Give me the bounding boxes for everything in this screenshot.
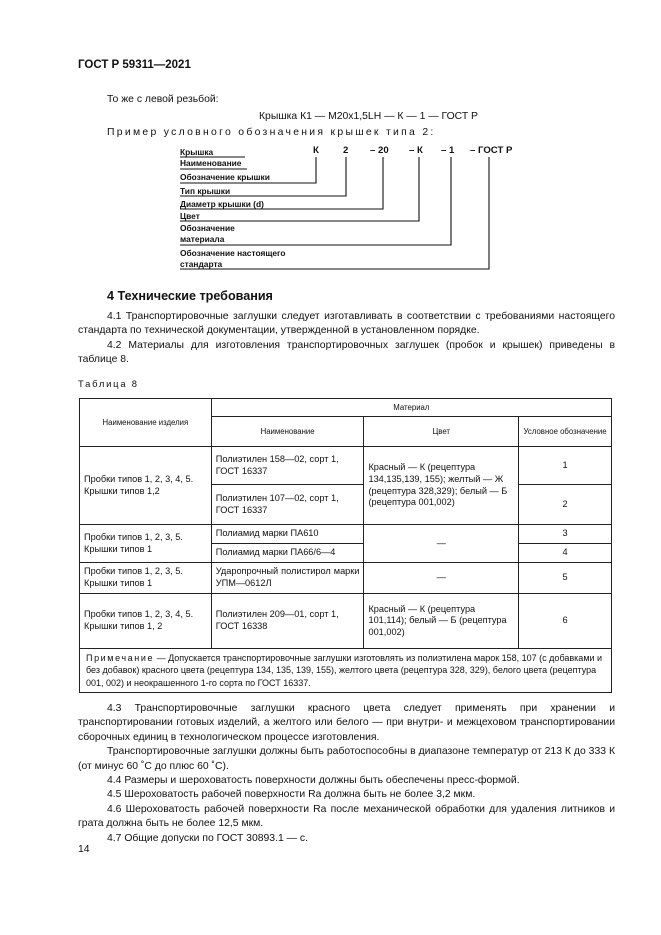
note-label: Примечание [86,653,155,663]
label-cap-type: Тип крышки [180,186,231,196]
row4-color: Красный — К (рецептура 101,114); белый — Б (рецептура 001,002) [364,594,519,649]
paragraph-4-7: 4.7 Общие допуски по ГОСТ 30893.1 — с. [107,832,308,844]
table-row [80,594,612,649]
row2-color: — [364,525,519,563]
example-caption: Пример условного обозначения крышек типа 2: [107,127,436,138]
row2b-symbol: 4 [519,544,612,563]
row3-color: — [364,563,519,594]
row4-name: Полиэтилен 209—01, сорт 1, ГОСТ 16338 [211,594,364,649]
paragraph-4-5: 4.5 Шероховатость рабочей поверхности Ra должна быть не более 3,2 мкм. [107,789,476,801]
row3-name: Ударопрочный полистирол марки УПМ—0612Л [211,563,364,594]
paragraph-4-3: 4.3 Транспортировочные заглушки красного цвета следует применять при хранении и транспортировании готовых изделий, а желтого или белого — при внутри- и межцеховом транспортировании сборочных единиц в технологическом процессе изготовления. [78,703,615,743]
row1-item: Пробки типов 1, 2, 3, 4, 5. Крышки типов 1,2 [80,447,212,525]
note-text: — Допускается транспортировочные заглушки изготовлять из полиэтилена марок 158, 107 (с добавками и без добавок) красного цвета (рецептура 134, 135, 139, 155), желтого цвета (рецептура 328, 329), белого цвета (рецептура 001, 002) и неокрашенного 1-го сорта по ГОСТ 16337. [86,653,603,688]
table-note [80,649,612,693]
code-color: – К [409,145,423,156]
label-standard-2: стандарта [180,259,223,269]
table-row [80,447,612,485]
row2a-symbol: 3 [519,525,612,544]
label-material-1: Обозначение [180,223,235,233]
table-row [80,563,612,594]
row2a-name: Полиамид марки ПА610 [211,525,364,544]
header-name: Наименование [211,417,364,447]
row1-color: Красный — К (рецептура 134,135,139, 155); желтый — Ж (рецептура 328,329); белый — Б (рецептура 001,002) [364,447,519,525]
label-material-2: материала [180,234,225,244]
code-type: 2 [343,145,349,156]
row1b-name: Полиэтилен 107—02, сорт 1, ГОСТ 16337 [211,485,364,525]
code-k: К [313,145,319,156]
row2-item: Пробки типов 1, 2, 3, 5. Крышки типов 1 [80,525,212,563]
header-material: Материал [211,399,611,417]
label-cap-designation: Обозначение крышки [180,172,270,182]
section-heading: 4 Технические требования [107,289,273,303]
paragraph-4-2: 4.2 Материалы для изготовления транспортировочных заглушек (пробок и крышек) приведены в таблице 8. [78,340,615,366]
label-color: Цвет [180,211,200,221]
label-standard-1: Обозначение настоящего [180,248,286,258]
materials-table [79,398,612,693]
paragraph-temperature: Транспортировочные заглушки должны быть работоспособны в диапазоне температур от 213 К до 333 К (от минус 60 ˚С до плюс 60 ˚С). [78,746,615,772]
diagram-leader-lines [0,0,661,300]
code-diameter: – 20 [370,145,389,156]
row1a-symbol: 1 [519,447,612,485]
code-standard: – ГОСТ Р [470,145,513,156]
left-thread-label: То же с левой резьбой: [107,94,219,105]
row4-symbol: 6 [519,594,612,649]
row1a-name: Полиэтилен 158—02, сорт 1, ГОСТ 16337 [211,447,364,485]
label-name: Наименование [180,158,242,168]
row1b-symbol: 2 [519,485,612,525]
paragraph-4-6: 4.6 Шероховатость рабочей поверхности Ra после механической обработки для удаления литников и грата должна быть не более 12,5 мкм. [78,803,615,830]
label-cap: Крышка [180,147,214,157]
code-material: – 1 [441,145,455,156]
left-thread-designation: Крышка К1 — М20х1,5LH — К — 1 — ГОСТ Р [259,111,478,122]
header-symbol: Условное обозначение [519,417,612,447]
header-item: Наименование изделия [80,399,212,447]
row3-symbol: 5 [519,563,612,594]
label-cap-diameter: Диаметр крышки (d) [180,199,264,209]
paragraph-4-4: 4.4 Размеры и шероховатость поверхности должны быть обеспечены пресс-формой. [107,775,520,787]
row4-item: Пробки типов 1, 2, 3, 4, 5. Крышки типов 1, 2 [80,594,212,649]
bottom-paragraphs [78,702,615,846]
document-header: ГОСТ Р 59311—2021 [78,59,191,71]
row3-item: Пробки типов 1, 2, 3, 5. Крышки типов 1 [80,563,212,594]
header-color: Цвет [364,417,519,447]
table-caption: Таблица 8 [78,378,139,389]
paragraph-4-1: 4.1 Транспортировочные заглушки следует изготавливать в соответствии с требованиями настоящего стандарта по технической документации, утвержденной в установленном порядке. [78,311,615,337]
table-row [80,525,612,544]
page-number: 14 [78,844,90,855]
row2b-name: Полиамид марки ПА66/6—4 [211,544,364,563]
